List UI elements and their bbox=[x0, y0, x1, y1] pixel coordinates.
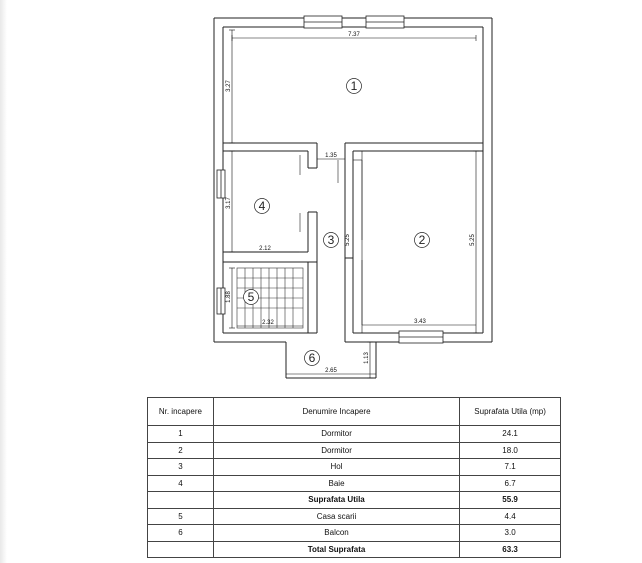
cell-room-number bbox=[148, 541, 214, 558]
cell-room-number: 1 bbox=[148, 426, 214, 443]
table-row bbox=[148, 508, 561, 525]
cell-room-number bbox=[148, 492, 214, 509]
total-row bbox=[148, 541, 561, 558]
cell-room-name: Hol bbox=[213, 459, 459, 476]
cell-room-area: 63.3 bbox=[460, 541, 561, 558]
cell-room-name: Total Suprafata bbox=[213, 541, 459, 558]
cell-room-name: Balcon bbox=[213, 525, 459, 542]
room-number-6: 6 bbox=[308, 351, 316, 365]
table-row bbox=[148, 525, 561, 542]
dim-1-13: 1.13 bbox=[364, 352, 370, 364]
dim-5-25-room2: 5.25 bbox=[470, 234, 476, 246]
cell-room-number: 3 bbox=[148, 459, 214, 476]
room-number-4: 4 bbox=[258, 199, 266, 213]
cell-room-name: Casa scarii bbox=[213, 508, 459, 525]
dim-3-27: 3.27 bbox=[226, 80, 232, 92]
cell-room-name: Suprafata Utila bbox=[213, 492, 459, 509]
cell-room-number: 2 bbox=[148, 442, 214, 459]
dim-2-32: 2.32 bbox=[262, 320, 274, 326]
table-header-row bbox=[148, 398, 561, 426]
room-area-table bbox=[147, 397, 561, 558]
dim-1-35: 1.35 bbox=[325, 153, 337, 159]
header-room-number: Nr. incapere bbox=[148, 398, 214, 426]
dim-3-17: 3.17 bbox=[226, 197, 232, 209]
cell-room-number: 4 bbox=[148, 475, 214, 492]
table-row bbox=[148, 442, 561, 459]
table-row bbox=[148, 475, 561, 492]
header-room-name: Denumire Incapere bbox=[213, 398, 459, 426]
room-number-3: 3 bbox=[327, 233, 335, 247]
room-number-5: 5 bbox=[247, 290, 255, 304]
room-numbers bbox=[248, 79, 426, 365]
cell-room-area: 7.1 bbox=[460, 459, 561, 476]
header-useful-area: Suprafata Utila (mp) bbox=[460, 398, 561, 426]
cell-room-area: 3.0 bbox=[460, 525, 561, 542]
cell-room-area: 55.9 bbox=[460, 492, 561, 509]
dim-7-37: 7.37 bbox=[348, 32, 360, 38]
cell-room-area: 24.1 bbox=[460, 426, 561, 443]
cell-room-name: Dormitor bbox=[213, 426, 459, 443]
cell-room-area: 18.0 bbox=[460, 442, 561, 459]
dim-5-25-hall: 5.25 bbox=[345, 234, 351, 246]
cell-room-number: 5 bbox=[148, 508, 214, 525]
cell-room-area: 4.4 bbox=[460, 508, 561, 525]
cell-room-area: 6.7 bbox=[460, 475, 561, 492]
walls bbox=[214, 18, 492, 378]
dim-2-12: 2.12 bbox=[259, 246, 271, 252]
dim-3-43: 3.43 bbox=[414, 319, 426, 325]
room-number-1: 1 bbox=[350, 79, 358, 93]
table-row bbox=[148, 459, 561, 476]
cell-room-name: Dormitor bbox=[213, 442, 459, 459]
cell-room-name: Baie bbox=[213, 475, 459, 492]
table-row bbox=[148, 426, 561, 443]
cell-room-number: 6 bbox=[148, 525, 214, 542]
room-number-2: 2 bbox=[418, 233, 426, 247]
subtotal-row bbox=[148, 492, 561, 509]
dim-1-88: 1.88 bbox=[226, 291, 232, 303]
dim-2-65: 2.65 bbox=[325, 368, 337, 374]
